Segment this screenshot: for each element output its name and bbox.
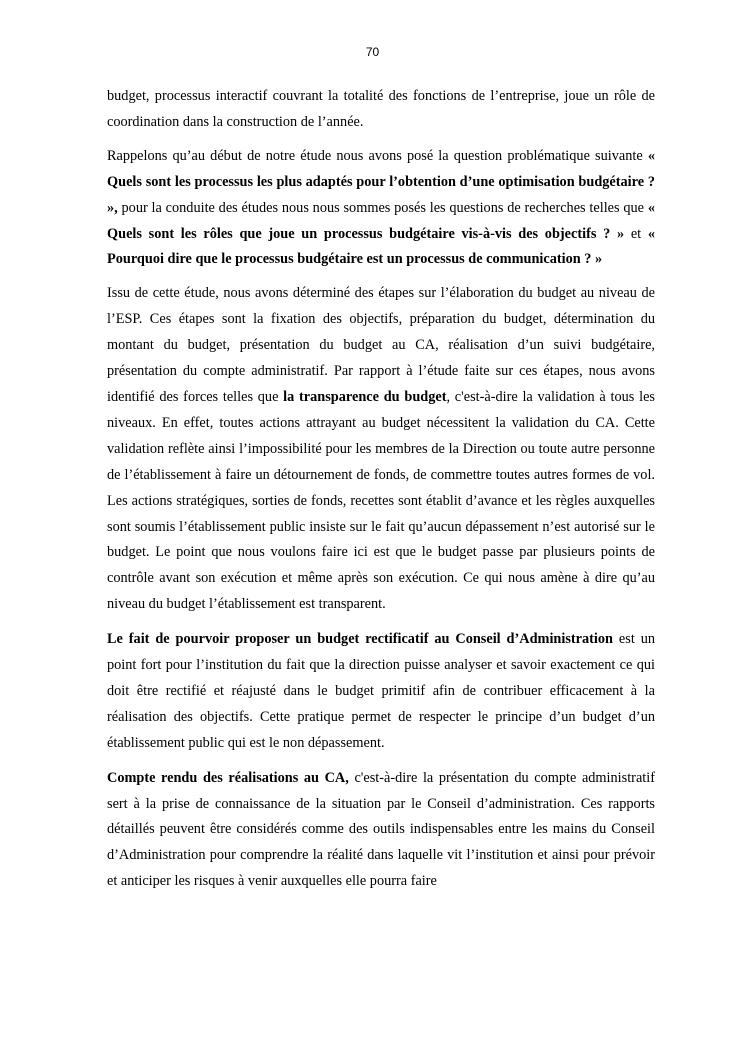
paragraph-1 [107,84,655,136]
paragraph-2-text-3: et [624,225,648,242]
paragraph-4-text-1: est un point fort pour l’institution du fait que la direction puisse analyser et savoir exactement ce qui doit être rectifié et réajusté dans le budget primitif afin de contribuer efficacement à la réalisation des objectifs. Cette pratique permet de respecter le principe d’un budget d’un établissement public qui est le non dépassement. [107,631,655,751]
paragraph-5 [107,766,655,896]
paragraph-1-text: budget, processus interactif couvrant la totalité des fonctions de l’entreprise, joue un rôle de coordination dans la construction de l’année. [107,88,655,130]
paragraph-3 [107,281,655,618]
paragraph-5-text-1: c'est-à-dire la présentation du compte administratif sert à la prise de connaissance de la situation par le Conseil d’administration. Ces rapports détaillés peuvent être considérés comme des outils indispensables entre les mains du Conseil d’Administration pour comprendre la réalité dans laquelle vit l’institution et ainsi pour prévoir et anticiper les risques à venir auxquelles elle pourra faire [107,769,655,890]
strength-transparency: la transparence du budget [283,388,447,405]
research-question-2: « Pourquoi dire que le processus budgétaire est un processus de communication ? » [107,225,656,268]
page-number: 70 [365,45,380,59]
paragraph-4 [107,627,655,757]
body-text [107,84,655,895]
research-question-main: « Quels sont les processus les plus adaptés pour l’obtention d’une optimisation budgétaire ? », [107,147,655,216]
strength-rectification: Le fait de pourvoir proposer un budget rectificatif au Conseil d’Administration [107,631,613,648]
paragraph-3-text-2: , c'est-à-dire la validation à tous les niveaux. En effet, toutes actions attrayant au budget nécessitent la validation du CA. Cette validation reflète ainsi l’impossibilité pour les membres de la Direction ou toute autre personne de l’établissement à faire un détournement de fonds, de commettre toutes autres formes de vol. Les actions stratégiques, sorties de fonds, recettes sont établit d’avance et les règles auxquelles sont soumis l’établissement public insiste sur le fait qu’aucun dépassement n’est autorisé sur le budget. Le point que nous voulons faire ici est que le budget passe par plusieurs points de contrôle avant son exécution et même après son exécution. Ce qui nous amène à dire qu’au niveau du budget l’établissement est transparent. [107,388,655,613]
paragraph-2 [107,144,655,274]
paragraph-2-text-2: pour la conduite des études nous nous sommes posés les questions de recherches telles que [117,199,648,216]
strength-reporting: Compte rendu des réalisations au CA, [107,769,349,786]
research-question-1: « Quels sont les rôles que joue un processus budgétaire vis-à-vis des objectifs ? » [107,199,655,242]
paragraph-2-text-1: Rappelons qu’au début de notre étude nous avons posé la question problématique suivante [107,147,648,164]
paragraph-3-text-1: Issu de cette étude, nous avons déterminé des étapes sur l’élaboration du budget au niveau de l’ESP. Ces étapes sont la fixation des objectifs, préparation du budget, détermination du montant du budget, présentation du budget au CA, réalisation d’un suivi budgétaire, présentation du compte administratif. Par rapport à l’étude faite sur ces étapes, nous avons identifié des forces telles que [107,285,655,405]
